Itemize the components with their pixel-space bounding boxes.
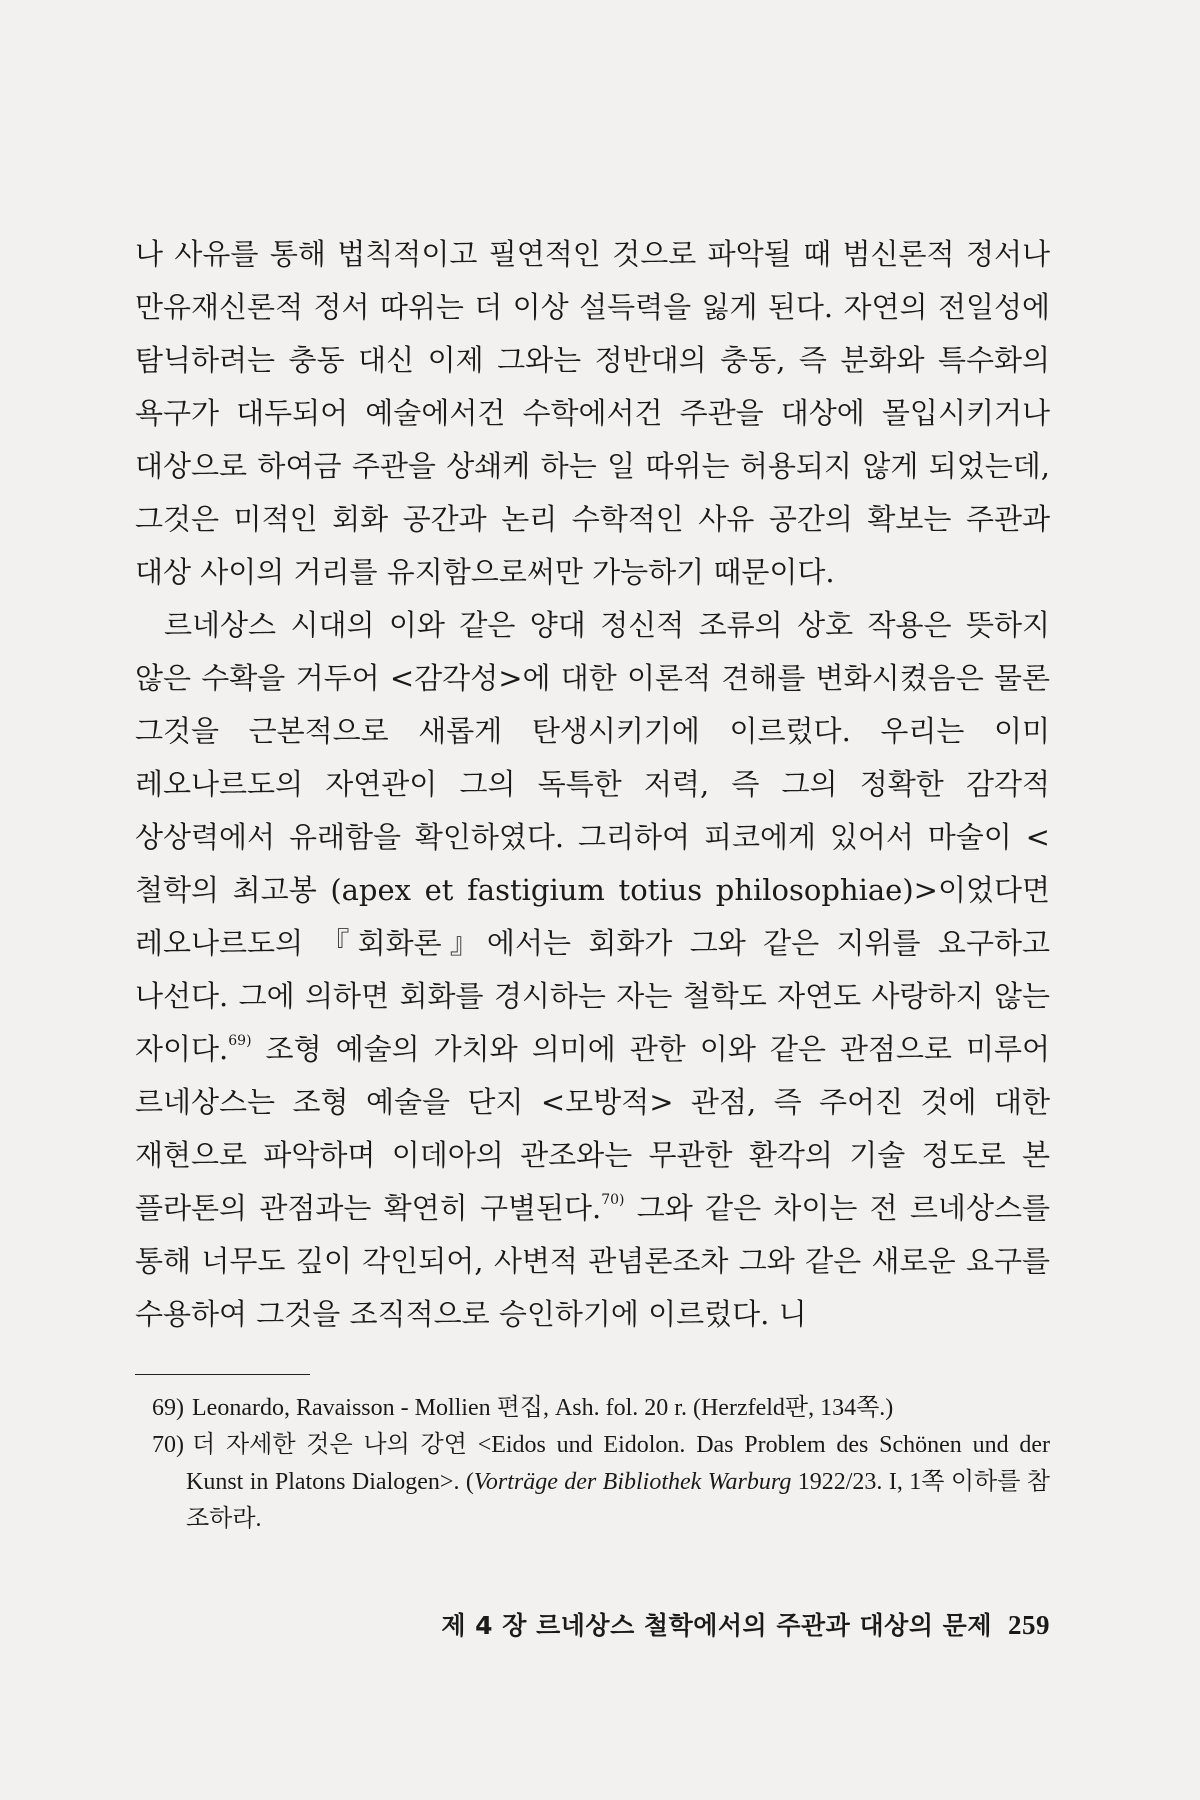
body-text	[135, 228, 1050, 1341]
footnote-69	[152, 1390, 1050, 1427]
running-title: 제 4 장 르네상스 철학에서의 주관과 대상의 문제	[441, 1611, 992, 1640]
running-footer	[135, 1606, 1050, 1642]
paragraph-1: 나 사유를 통해 법칙적이고 필연적인 것으로 파악될 때 범신론적 정서나 만유재신론적 정서 따위는 더 이상 설득력을 잃게 된다. 자연의 전일성에 탐닉하려는 충동 대신 이제 그와는 정반대의 충동, 즉 분화와 특수화의 욕구가 대두되어 예술에서건 수학에서건 주관을 대상에 몰입시키거나 대상으로 하여금 주관을 상쇄케 하는 일 따위는 허용되지 않게 되었는데, 그것은 미적인 회화 공간과 논리 수학적인 사유 공간의 확보는 주관과 대상 사이의 거리를 유지함으로써만 가능하기 때문이다.	[135, 237, 1050, 589]
paragraph-2-part-c: 그와 같은 차이는 전 르네상스를 통해 너무도 깊이 각인되어, 사변적 관념론조차 그와 같은 새로운 요구를 수용하여 그것을 조직적으로 승인하기에 이르렀다. 니	[135, 1191, 1050, 1331]
paragraph-2-part-b: 조형 예술의 가치와 의미에 관한 이와 같은 관점으로 미루어 르네상스는 조형 예술을 단지 <모방적> 관점, 즉 주어진 것에 대한 재현으로 파악하며 이데아의 관조와는 무관한 환각의 기술 정도로 본 플라톤의 관점과는 확연히 구별된다.	[135, 1032, 1050, 1225]
footnote-69-text: Leonardo, Ravaisson - Mollien 편집, Ash. fol. 20 r. (Herzfeld판, 134쪽.)	[192, 1395, 894, 1421]
footnote-70-text-b: 1922/23. I, 1쪽 이하를 참조하라.	[186, 1469, 1050, 1532]
footnote-70-number: 70)	[152, 1432, 184, 1458]
footnote-ref-69: 69)	[228, 1033, 252, 1049]
footnote-ref-70: 70)	[601, 1192, 625, 1208]
footnote-69-number: 69)	[152, 1395, 184, 1421]
page-number: 259	[1008, 1610, 1050, 1640]
footnote-70-italic-title: Vorträge der Bibliothek Warburg	[473, 1469, 792, 1495]
paragraph-2	[135, 599, 1050, 1341]
footnote-70-text-a: 더 자세한 것은 나의 강연 <Eidos und Eidolon. Das Problem des Schönen und der Kunst in Platons Dialogen>. (	[186, 1432, 1050, 1495]
footnotes	[152, 1390, 1050, 1538]
footnote-70	[152, 1427, 1050, 1538]
paragraph-2-part-a: 르네상스 시대의 이와 같은 양대 정신적 조류의 상호 작용은 뜻하지 않은 수확을 거두어 <감각성>에 대한 이론적 견해를 변화시켰음은 물론 그것을 근본적으로 새롭게 탄생시키기에 이르렀다. 우리는 이미 레오나르도의 자연관이 그의 독특한 저력, 즉 그의 정확한 감각적 상상력에서 유래함을 확인하였다. 그리하여 피코에게 있어서 마술이 <철학의 최고봉 (apex et fastigium totius philosophiae)>이었다면 레오나르도의 『회화론』에서는 회화가 그와 같은 지위를 요구하고 나선다. 그에 의하면 회화를 경시하는 자는 철학도 자연도 사랑하지 않는 자이다.	[135, 608, 1050, 1066]
footnote-divider	[135, 1374, 310, 1375]
